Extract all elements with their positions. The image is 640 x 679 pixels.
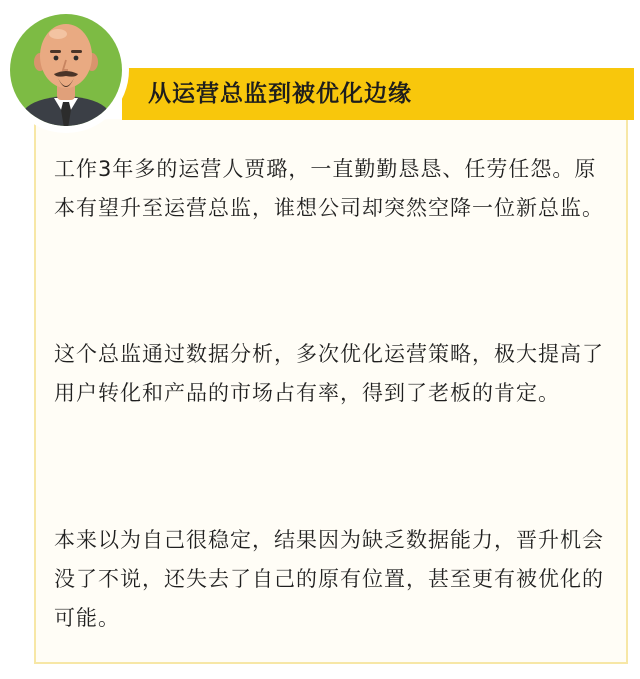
paragraph-3: 本来以为自己很稳定，结果因为缺乏数据能力，晋升机会没了不说，还失去了自己的原有位置，甚至更有被优化的可能。 [54,528,604,630]
avatar [4,6,132,134]
paragraph-1: 工作3年多的运营人贾璐，一直勤勤恳恳、任劳任怨。原本有望升至运营总监，谁想公司却突然空降一位新总监。 [54,157,604,220]
page-title: 从运营总监到被优化边缘 [148,81,412,107]
bald-man-avatar-icon [4,6,132,134]
paragraph-2: 这个总监通过数据分析，多次优化运营策略，极大提高了用户转化和产品的市场占有率，得到了老板的肯定。 [54,342,604,405]
